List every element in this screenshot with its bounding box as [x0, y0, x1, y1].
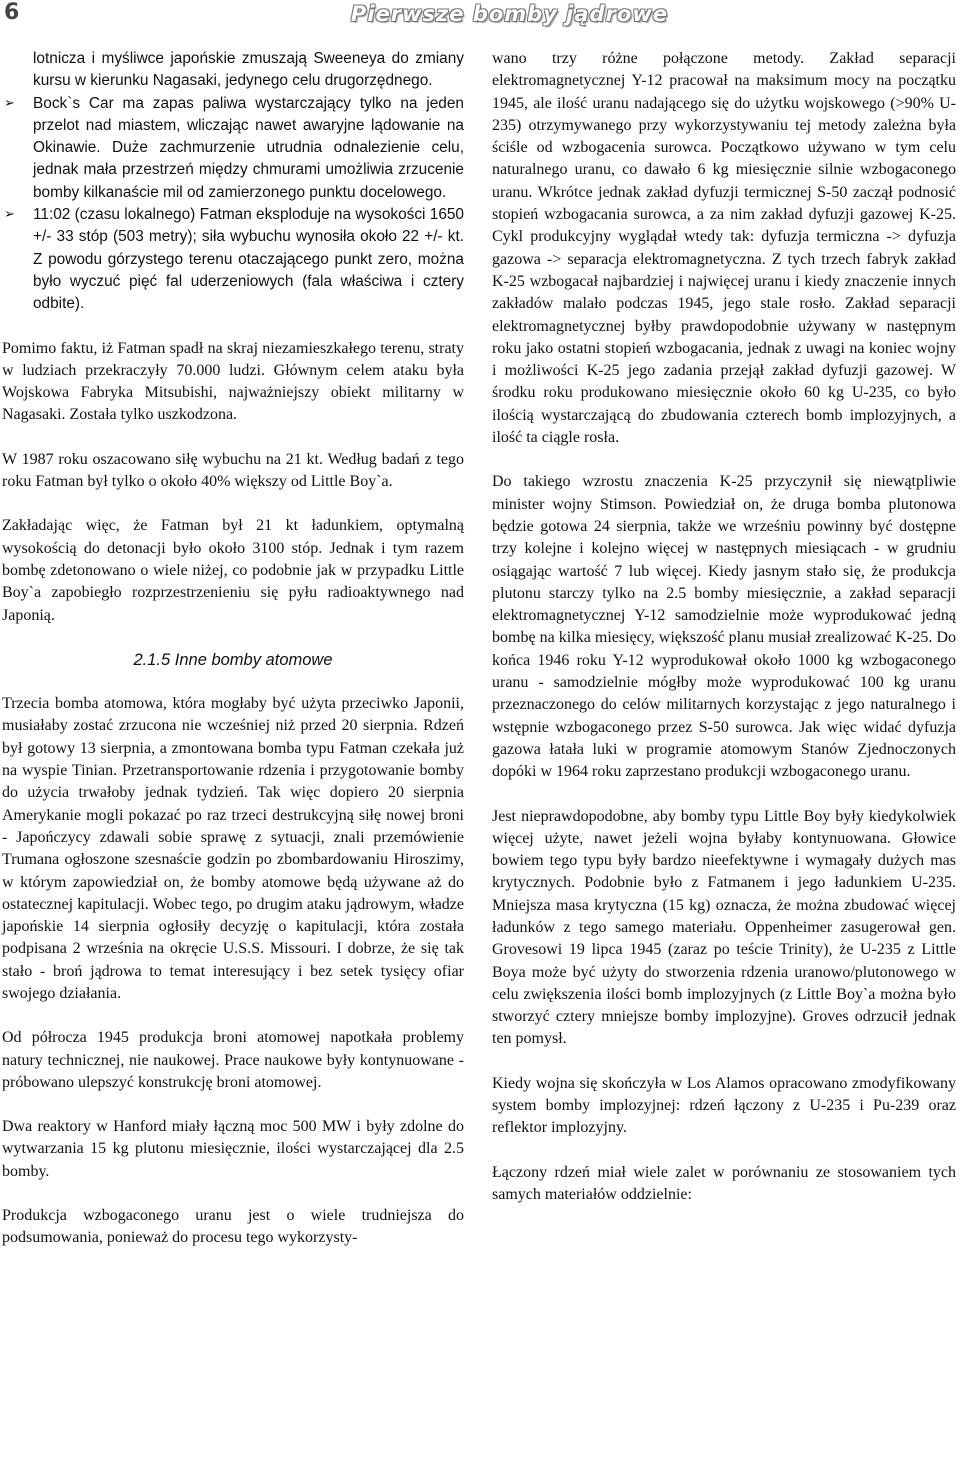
paragraph: Łączony rdzeń miał wiele zalet w porównaniu ze stosowaniem tych samych materiałów oddzielnie: — [492, 1163, 956, 1203]
bullet-text: Bock`s Car ma zapas paliwa wystarczający tylko na jeden przelot nad miastem, wliczając nawet awaryjne lądowanie na Okinawie. Duże zachmurzenie utrudnia odnalezienie celu, jednak mała przestrzeń między chmurami umożliwia zrzucenie bomby kilkanaście mil od zamierzonego punktu docelowego. — [33, 94, 464, 201]
paragraph: Zakładając więc, że Fatman był 21 kt ładunkiem, optymalną wysokością do detonacji było około 3100 stóp. Jednak i tym razem bombę zdetonowano o wiele niżej, co podobnie jak w przypadku Little Boy`a zapobiegło rozprzestrzenieniu się pyłu radioaktywnego nad Japonią. — [2, 517, 464, 624]
right-column — [492, 48, 956, 1206]
left-column — [2, 48, 464, 1250]
section-heading: 2.1.5 Inne bomby atomowe — [133, 650, 333, 669]
running-title: Pierwsze bomby jądrowe — [350, 2, 668, 26]
page-number: 6 — [4, 0, 20, 25]
bullet-item — [2, 204, 464, 315]
paragraph: Produkcja wzbogaconego uranu jest o wiele trudniejsza do podsumowania, ponieważ do procesu tego wykorzysty- — [2, 1207, 464, 1247]
continued-bullet-text: lotnicza i myśliwce japońskie zmuszają Sweeneya do zmiany kursu w kierunku Nagasaki, jedynego celu drugorzędnego. — [33, 50, 464, 90]
paragraph: Dwa reaktory w Hanford miały łączną moc 500 MW i były zdolne do wytwarzania 15 kg plutonu miesięcznie, ilości wystarczającej dla 2.5 bomby. — [2, 1118, 464, 1180]
bullet-item — [2, 93, 464, 204]
paragraph: Pomimo faktu, iż Fatman spadł na skraj niezamieszkałego terenu, straty w ludziach przekraczyły 70.000 ludzi. Głównym celem ataku była Wojskowa Fabryka Mitsubishi, najważniejszy obiekt militarny w Nagasaki. Została tylko uszkodzona. — [2, 339, 464, 424]
paragraph: Od półrocza 1945 produkcja broni atomowej napotkała problemy natury technicznej, nie naukowej. Prace naukowe były kontynuowane - próbowano ulepszyć konstrukcję broni atomowej. — [2, 1029, 464, 1091]
paragraph: Do takiego wzrostu znaczenia K-25 przyczynił się niewątpliwie minister wojny Stimson. Powiedział on, że druga bomba plutonowa będzie gotowa 24 sierpnia, także we wrześniu powinny być dostępne trzy kolejne i kolejno więcej w następnych miesiącach - w grudniu osiągając wartość 7 lub więcej. Kiedy jasnym stało się, że produkcja plutonu starczy tylko na 2.5 bomby miesięcznie, a zakład separacji elektromagnetycznej Y-12 samodzielnie może wyprodukować jedną bombę na kilka miesięcy, większość planu musiał zrealizować K-25. Do końca 1946 roku Y-12 wyprodukował około 1000 kg wzbogaconego uranu - samodzielnie mógłby może wyprodukować 100 kg uranu przeznaczonego do celów militarnych korzystając z jego naturalnego i wstępnie wzbogaconego przez S-50 surowca. Jak więc widać dyfuzja gazowa łatała luki w programie atomowym Stanów Zjednoczonych dopóki w 1964 roku zaprzestano produkcji wzbogaconego uranu. — [492, 473, 956, 781]
arrow-bullet-icon: ➢ — [4, 95, 15, 111]
arrow-bullet-icon: ➢ — [4, 207, 15, 223]
paragraph: Kiedy wojna się skończyła w Los Alamos opracowano zmodyfikowany system bomby implozyjnej: rdzeń łączony z U-235 i Pu-239 oraz reflektor implozyjny. — [492, 1074, 956, 1137]
paragraph: Trzecia bomba atomowa, która mogłaby być użyta przeciwko Japonii, musiałaby zostać zrzucona nie wcześniej niż przed 20 sierpnia. Rdzeń był gotowy 13 sierpnia, a zmontowana bomba typu Fatman czekała już na wyspie Tinian. Przetransportowanie rdzenia i przygotowanie bomby do użycia trwałoby jednak tydzień. Tak więc dopiero 20 sierpnia Amerykanie mogli pokazać po raz trzeci destrukcyjną siłę nowej broni - Japończycy zdawali sobie sprawę z sytuacji, znali przemówienie Trumana ogłoszone szesnaście godzin po zbombardowaniu Hiroszimy, w którym zapowiedział on, że bomby atomowe będą używane aż do ostatecznej kapitulacji. Wobec tego, po drugim ataku jądrowym, władze japońskie 14 sierpnia ogłosiły decyzję o kapitulacji, która została podpisana 2 września na okręcie U.S.S. Missouri. I dobrze, że się tak stało - broń jądrowa to temat interesujący i bez setek tysięcy ofiar swojego działania. — [2, 695, 464, 1002]
paragraph: W 1987 roku oszacowano siłę wybuchu na 21 kt. Według badań z tego roku Fatman był tylko o około 40% większy od Little Boy`a. — [2, 450, 464, 491]
page-header — [0, 0, 960, 34]
paragraph: wano trzy różne połączone metody. Zakład separacji elektromagnetycznej Y-12 pracował na maksimum mocy na początku 1945, ale ilość uranu nadającego się do użytku wojskowego (>90% U-235) otrzymywanego przy wykorzystywaniu tej metody zależna była ściśle od wzbogacenia surowca. Początkowo używano w tym celu naturalnego uranu, co dawało 6 kg miesięcznie silnie wzbogaconego uranu. Wkrótce jednak zakład dyfuzji termicznej S-50 zaczął podnosić stopień wzbogacania surowca, a za nim zakład dyfuzji gazowej K-25. Cykl produkcyjny wyglądał wtedy tak: dyfuzja termiczna -> dyfuzja gazowa -> separacja elektromagnetyczna. Z tych trzech fabryk zakład K-25 wzbogacał najbardziej i najwięcej uranu i kiedy znaczenie innych zakładów malało podczas 1945, jego stale rosło. Zakład separacji elektromagnetycznej byłby prawdopodobnie używany w następnym roku jako ostatni stopień wzbogacania, jednak z uwagi na koniec wojny i możliwości K-25 jego zadania przejął zakład dyfuzji gazowej. W środku roku produkowano miesięcznie około 60 kg U-235, co było ilością wystarczającą do zbudowania czterech bomb implozyjnych, a ilość ta ciągle rosła. — [492, 50, 956, 447]
bullet-text: 11:02 (czasu lokalnego) Fatman eksploduje na wysokości 1650 +/- 33 stóp (503 metry); siła wybuchu wynosiła około 22 +/- kt. Z powodu górzystego terenu otaczającego punkt zero, można było wyczuć pięć fal uderzeniowych (fala właściwa i cztery odbite). — [33, 206, 464, 313]
paragraph: Jest nieprawdopodobne, aby bomby typu Little Boy były kiedykolwiek więcej użyte, nawet jeżeli wojna byłaby kontynuowana. Głowice bowiem tego typu były bardzo nieefektywne i wymagały dużych mas krytycznych. Podobnie było z Fatmanem i jego ładunkiem U-235. Mniejsza masa krytyczna (15 kg) oznacza, że można zbudować więcej ładunków z tego samego materiału. Oppenheimer zasugerował gen. Grovesowi 19 lipca 1945 (zaraz po teście Trinity), że U-235 z Little Boya może być użyty do stworzenia rdzenia uranowo/plutonowego w celu zwiększenia ilości bomb implozyjnych (z Little Boy`a można było stworzyć cztery mniejsze bomby implozyjne). Groves odrzucił jednak ten pomysł. — [492, 807, 956, 1048]
